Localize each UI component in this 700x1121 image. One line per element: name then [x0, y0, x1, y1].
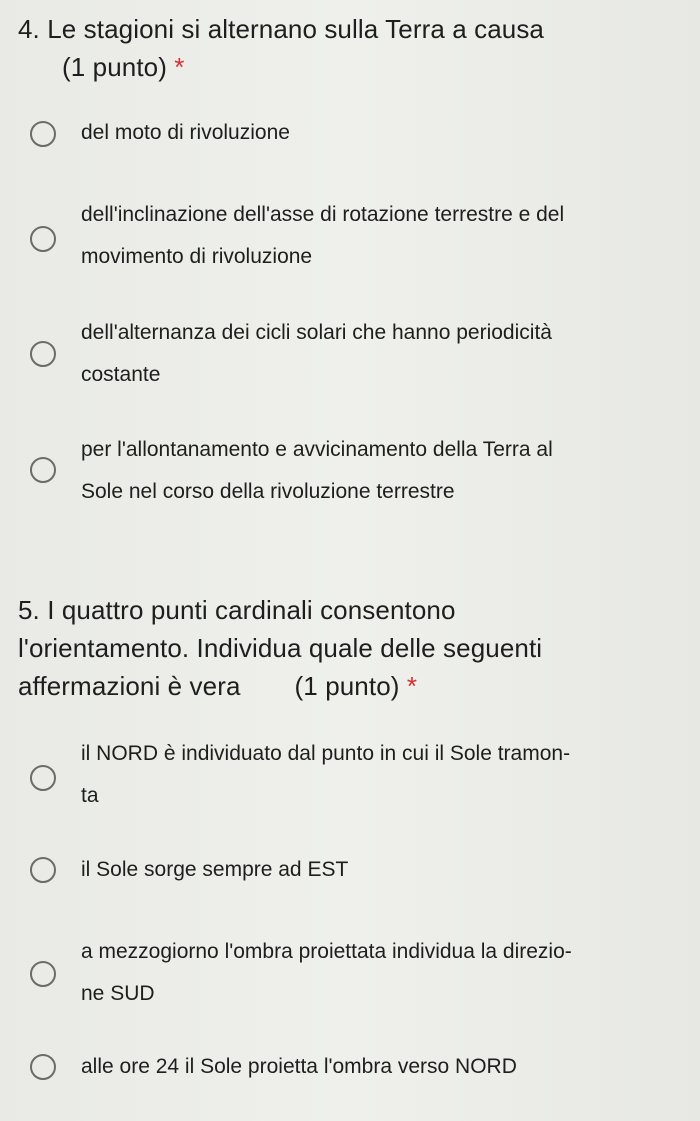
radio-button[interactable]: [30, 961, 56, 987]
question-4-title: [18, 10, 690, 86]
required-asterisk: *: [406, 671, 418, 701]
option-label: il Sole sorge sempre ad EST: [81, 858, 349, 881]
radio-button[interactable]: [30, 341, 56, 367]
question-5-points: (1 punto): [294, 671, 400, 701]
radio-button[interactable]: [30, 226, 56, 252]
radio-button[interactable]: [30, 857, 56, 883]
option-label: dell'alternanza dei cicli solari che hanno periodicità costante: [81, 321, 552, 386]
option-label: il NORD è individuato dal punto in cui il Sole tramon- ta: [81, 742, 571, 807]
question-4-points: (1 punto): [62, 52, 167, 82]
radio-button[interactable]: [30, 1054, 56, 1080]
radio-button[interactable]: [30, 765, 56, 791]
radio-button[interactable]: [30, 121, 56, 147]
option-label: dell'inclinazione dell'asse di rotazione terrestre e del movimento di rivoluzione: [81, 203, 565, 268]
question-4-title-text: 4. Le stagioni si alternano sulla Terra a causa: [18, 14, 544, 44]
required-asterisk: *: [174, 52, 185, 82]
option-label: del moto di rivoluzione: [81, 121, 290, 144]
option-label: alle ore 24 il Sole proietta l'ombra verso NORD: [81, 1055, 517, 1078]
radio-button[interactable]: [30, 457, 56, 483]
option-label: a mezzogiorno l'ombra proiettata individua la direzio- ne SUD: [81, 940, 572, 1005]
option-label: per l'allontanamento e avvicinamento della Terra al Sole nel corso della rivoluzione terrestre: [81, 438, 553, 503]
question-5-title: 5. I quattro punti cardinali consentono l'orientamento. Individua quale delle seguenti affermazioni è vera (1 punto) *: [18, 595, 543, 701]
